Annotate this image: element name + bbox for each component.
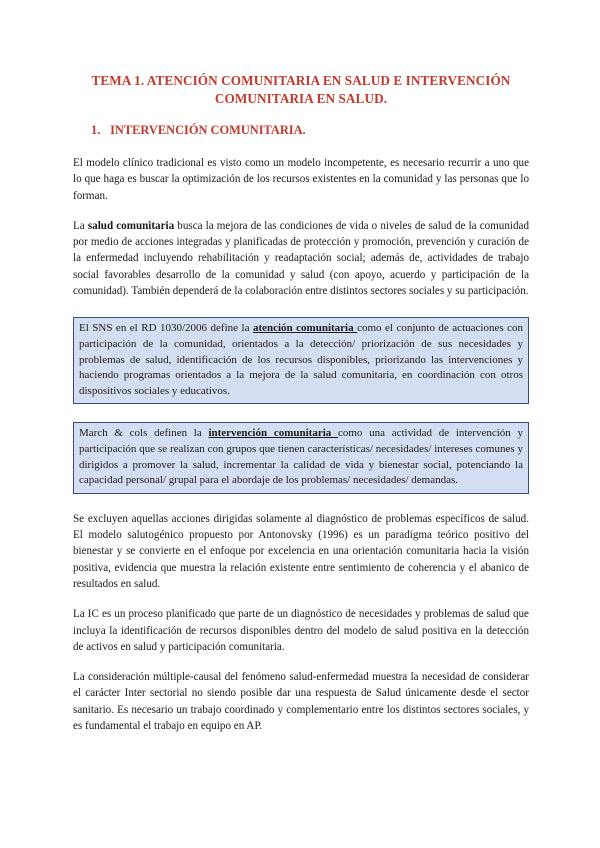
document-title (73, 72, 529, 108)
box-2-body: como una actividad de intervención y participación que se realizan con grupos que tienen características/ necesidades/ intereses comunes y dirigidos a promover la salud, incrementar la calidad de vida y bienestar social, potenciando la capacidad personal/ grupal para el abordaje de los problemas/ necesidades/ demandas. (79, 427, 524, 487)
paragraph-4: La IC es un proceso planificado que parte de un diagnóstico de necesidades y problemas de salud que incluya la identificación de recursos disponibles dentro del modelo de salud positiva en la detección de activos en salud y participación comunitaria. (73, 608, 529, 653)
section-number: 1. (91, 123, 101, 137)
definition-box-atencion-comunitaria (73, 317, 529, 404)
section-heading (91, 122, 529, 138)
term-salud-comunitaria: salud comunitaria (87, 219, 175, 232)
paragraph-2-body: busca la mejora de las condiciones de vida o niveles de salud de la comunidad por medio de acciones integradas y planificadas de protección y promoción, prevención y curación de la enfermedad incluyendo rehabilitación y readaptación social; además de, actividades de trabajo social favorables desarrollo de la comunidad y salud (con apoyo, acuerdo y participación de la comunidad). También dependerá de la colaboración entre distintos sectores sociales y su participación. (73, 219, 529, 298)
title-line-2: COMUNITARIA EN SALUD. (214, 91, 388, 106)
definition-box-intervencion-comunitaria (73, 422, 529, 493)
box-1-lead: El SNS en el RD 1030/2006 define la (79, 322, 253, 335)
document-page (73, 0, 529, 734)
term-atencion-comunitaria: atención comunitaria (252, 322, 358, 335)
section-label: INTERVENCIÓN COMUNITARIA. (110, 123, 306, 137)
paragraph-2-lead: La (73, 219, 88, 232)
paragraph-2 (73, 218, 529, 299)
box-2-lead: March & cols definen la (79, 427, 209, 440)
paragraph-5: La consideración múltiple-causal del fenómeno salud-enfermedad muestra la necesidad de considerar el carácter Inter sectorial no siendo posible dar una respuesta de Salud únicamente desde el sector sanitario. Es necesario un trabajo coordinado y complementario entre los distintos sectores sociales, y es fundamental el trabajo en equipo en AP. (73, 671, 529, 732)
paragraph-1: El modelo clínico tradicional es visto como un modelo incompetente, es necesario recurrir a uno que lo que haga es buscar la optimización de los recursos existentes en la comunidad y las personas que lo forman. (73, 157, 529, 202)
box-1-body: como el conjunto de actuaciones con participación de la comunidad, orientados a la detección/ priorización de sus necesidades y problemas de salud, identificación de los recursos disponibles, priorizando las intervenciones y haciendo programas orientados a la mejora de la salud comunitaria, en coordinación con otros dispositivos sociales y educativos. (79, 322, 523, 397)
paragraph-3: Se excluyen aquellas acciones dirigidas solamente al diagnóstico de problemas específicos de salud. El modelo salutogénico propuesto por Antonovsky (1996) es un paradigma teórico positivo del bienestar y se convierte en el enfoque por excelencia en una orientación comunitaria hacia la visión positiva, evidencia que muestra la relación existente entre sentimiento de coherencia y el abanico de resultados en salud. (73, 512, 529, 590)
title-line-1: TEMA 1. ATENCIÓN COMUNITARIA EN SALUD E INTERVENCIÓN (91, 73, 511, 88)
term-intervencion-comunitaria: intervención comunitaria (208, 427, 338, 440)
